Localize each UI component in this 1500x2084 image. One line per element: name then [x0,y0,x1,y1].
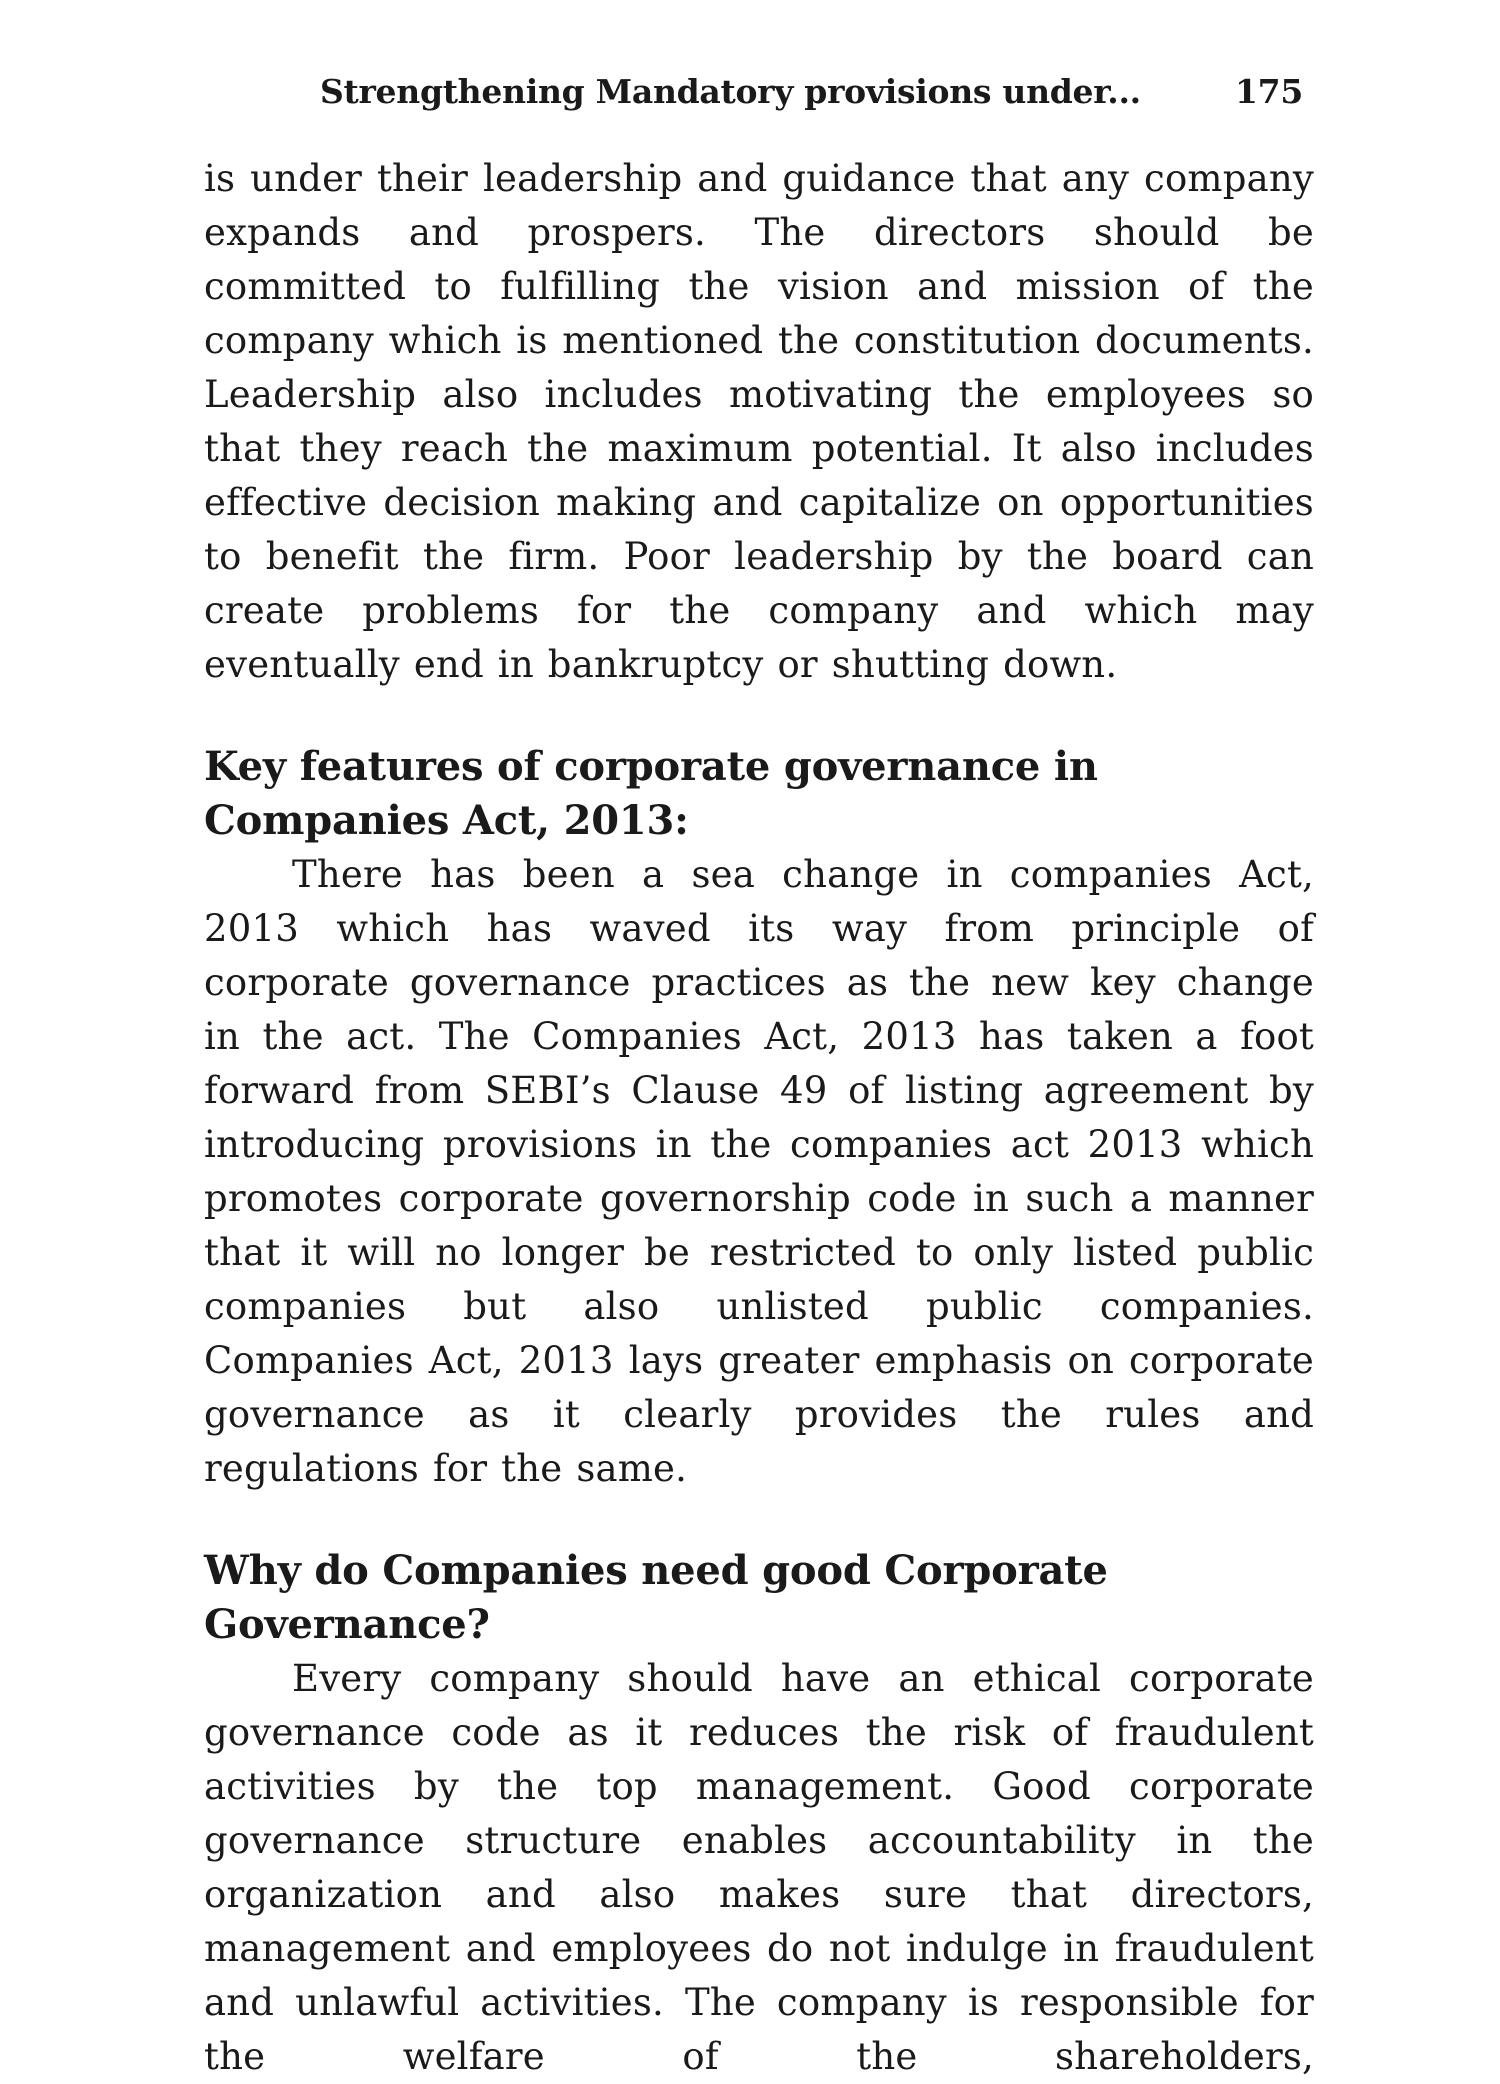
heading-key-features: Key features of corporate governance in Companies Act, 2013: [204,743,1098,844]
page-number: 175 [1235,72,1303,111]
paragraph-leadership: is under their leadership and guidance that any company expands and prospers. The directors should be committed to fulfilling the vision and mission of the company which is mentioned the constitution documents. Leadership also includes motivating the employees so that they reach the maximum potential. It also includes effective decision making and capitalize on opportunities to benefit the firm. Poor leadership by the board can create problems for the company and which may eventually end in bankruptcy or shutting down. [204,157,1314,686]
section-spacer [204,692,1314,740]
heading-why-governance: Why do Companies need good Corporate Governance? [204,1547,1108,1648]
page-body [204,152,1314,2084]
running-head [320,72,1320,122]
paragraph-why-governance: Every company should have an ethical corporate governance code as it reduces the risk of fraudulent activities by the top management. Good corporate governance structure enables accountability in the organization and also makes sure that directors, management and employees do not indulge in fraudulent and unlawful activities. The company is responsible for the welfare of the shareholders, [204,1657,1314,2078]
section-spacer [204,1496,1314,1544]
paragraph-key-features: There has been a sea change in companies Act, 2013 which has waved its way from principle of corporate governance practices as the new key change in the act. The Companies Act, 2013 has taken a foot forward from SEBI’s Clause 49 of listing agreement by introducing provisions in the companies act 2013 which promotes corporate governorship code in such a manner that it will no longer be restricted to only listed public companies but also unlisted public companies. Companies Act, 2013 lays greater emphasis on corporate governance as it clearly provides the rules and regulations for the same. [204,853,1314,1490]
running-head-title: Strengthening Mandatory provisions under... [320,72,1141,111]
